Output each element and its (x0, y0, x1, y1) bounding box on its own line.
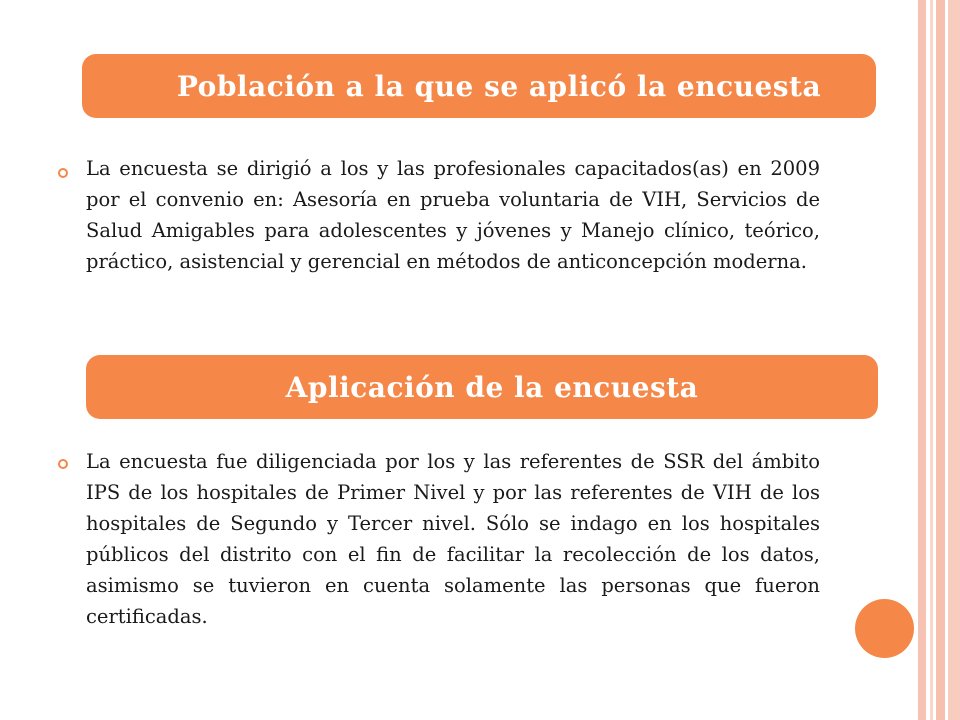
decorative-stripe (948, 0, 960, 720)
decorative-circle (855, 599, 914, 658)
decorative-stripe (930, 0, 933, 720)
section-title-poblacion: Población a la que se aplicó la encuesta (82, 54, 876, 118)
paragraph-poblacion: La encuesta se dirigió a los y las profesionales capacitados(as) en 2009 por el convenio en: Asesoría en prueba voluntaria de VIH, Servicios de Salud Amigables para adolescentes y jóvenes y Manejo clínico, teórico, práctico, asistencial y gerencial en métodos de anticoncepción moderna. (86, 157, 820, 273)
decorative-stripe (936, 0, 945, 720)
bullet-ring-icon (58, 168, 68, 178)
paragraph-aplicacion: La encuesta fue diligenciada por los y las referentes de SSR del ámbito IPS de los hospitales de Primer Nivel y por las referentes de VIH de los hospitales de Segundo y Tercer nivel. Sólo se indago en los hospitales públicos del distrito con el fin de facilitar la recolección de los datos, asimismo se tuvieron en cuenta solamente las personas que fueron certificadas. (86, 450, 820, 628)
decorative-stripe (918, 0, 926, 720)
bullet-ring-icon (58, 459, 68, 469)
section-title-aplicacion: Aplicación de la encuesta (86, 355, 878, 419)
